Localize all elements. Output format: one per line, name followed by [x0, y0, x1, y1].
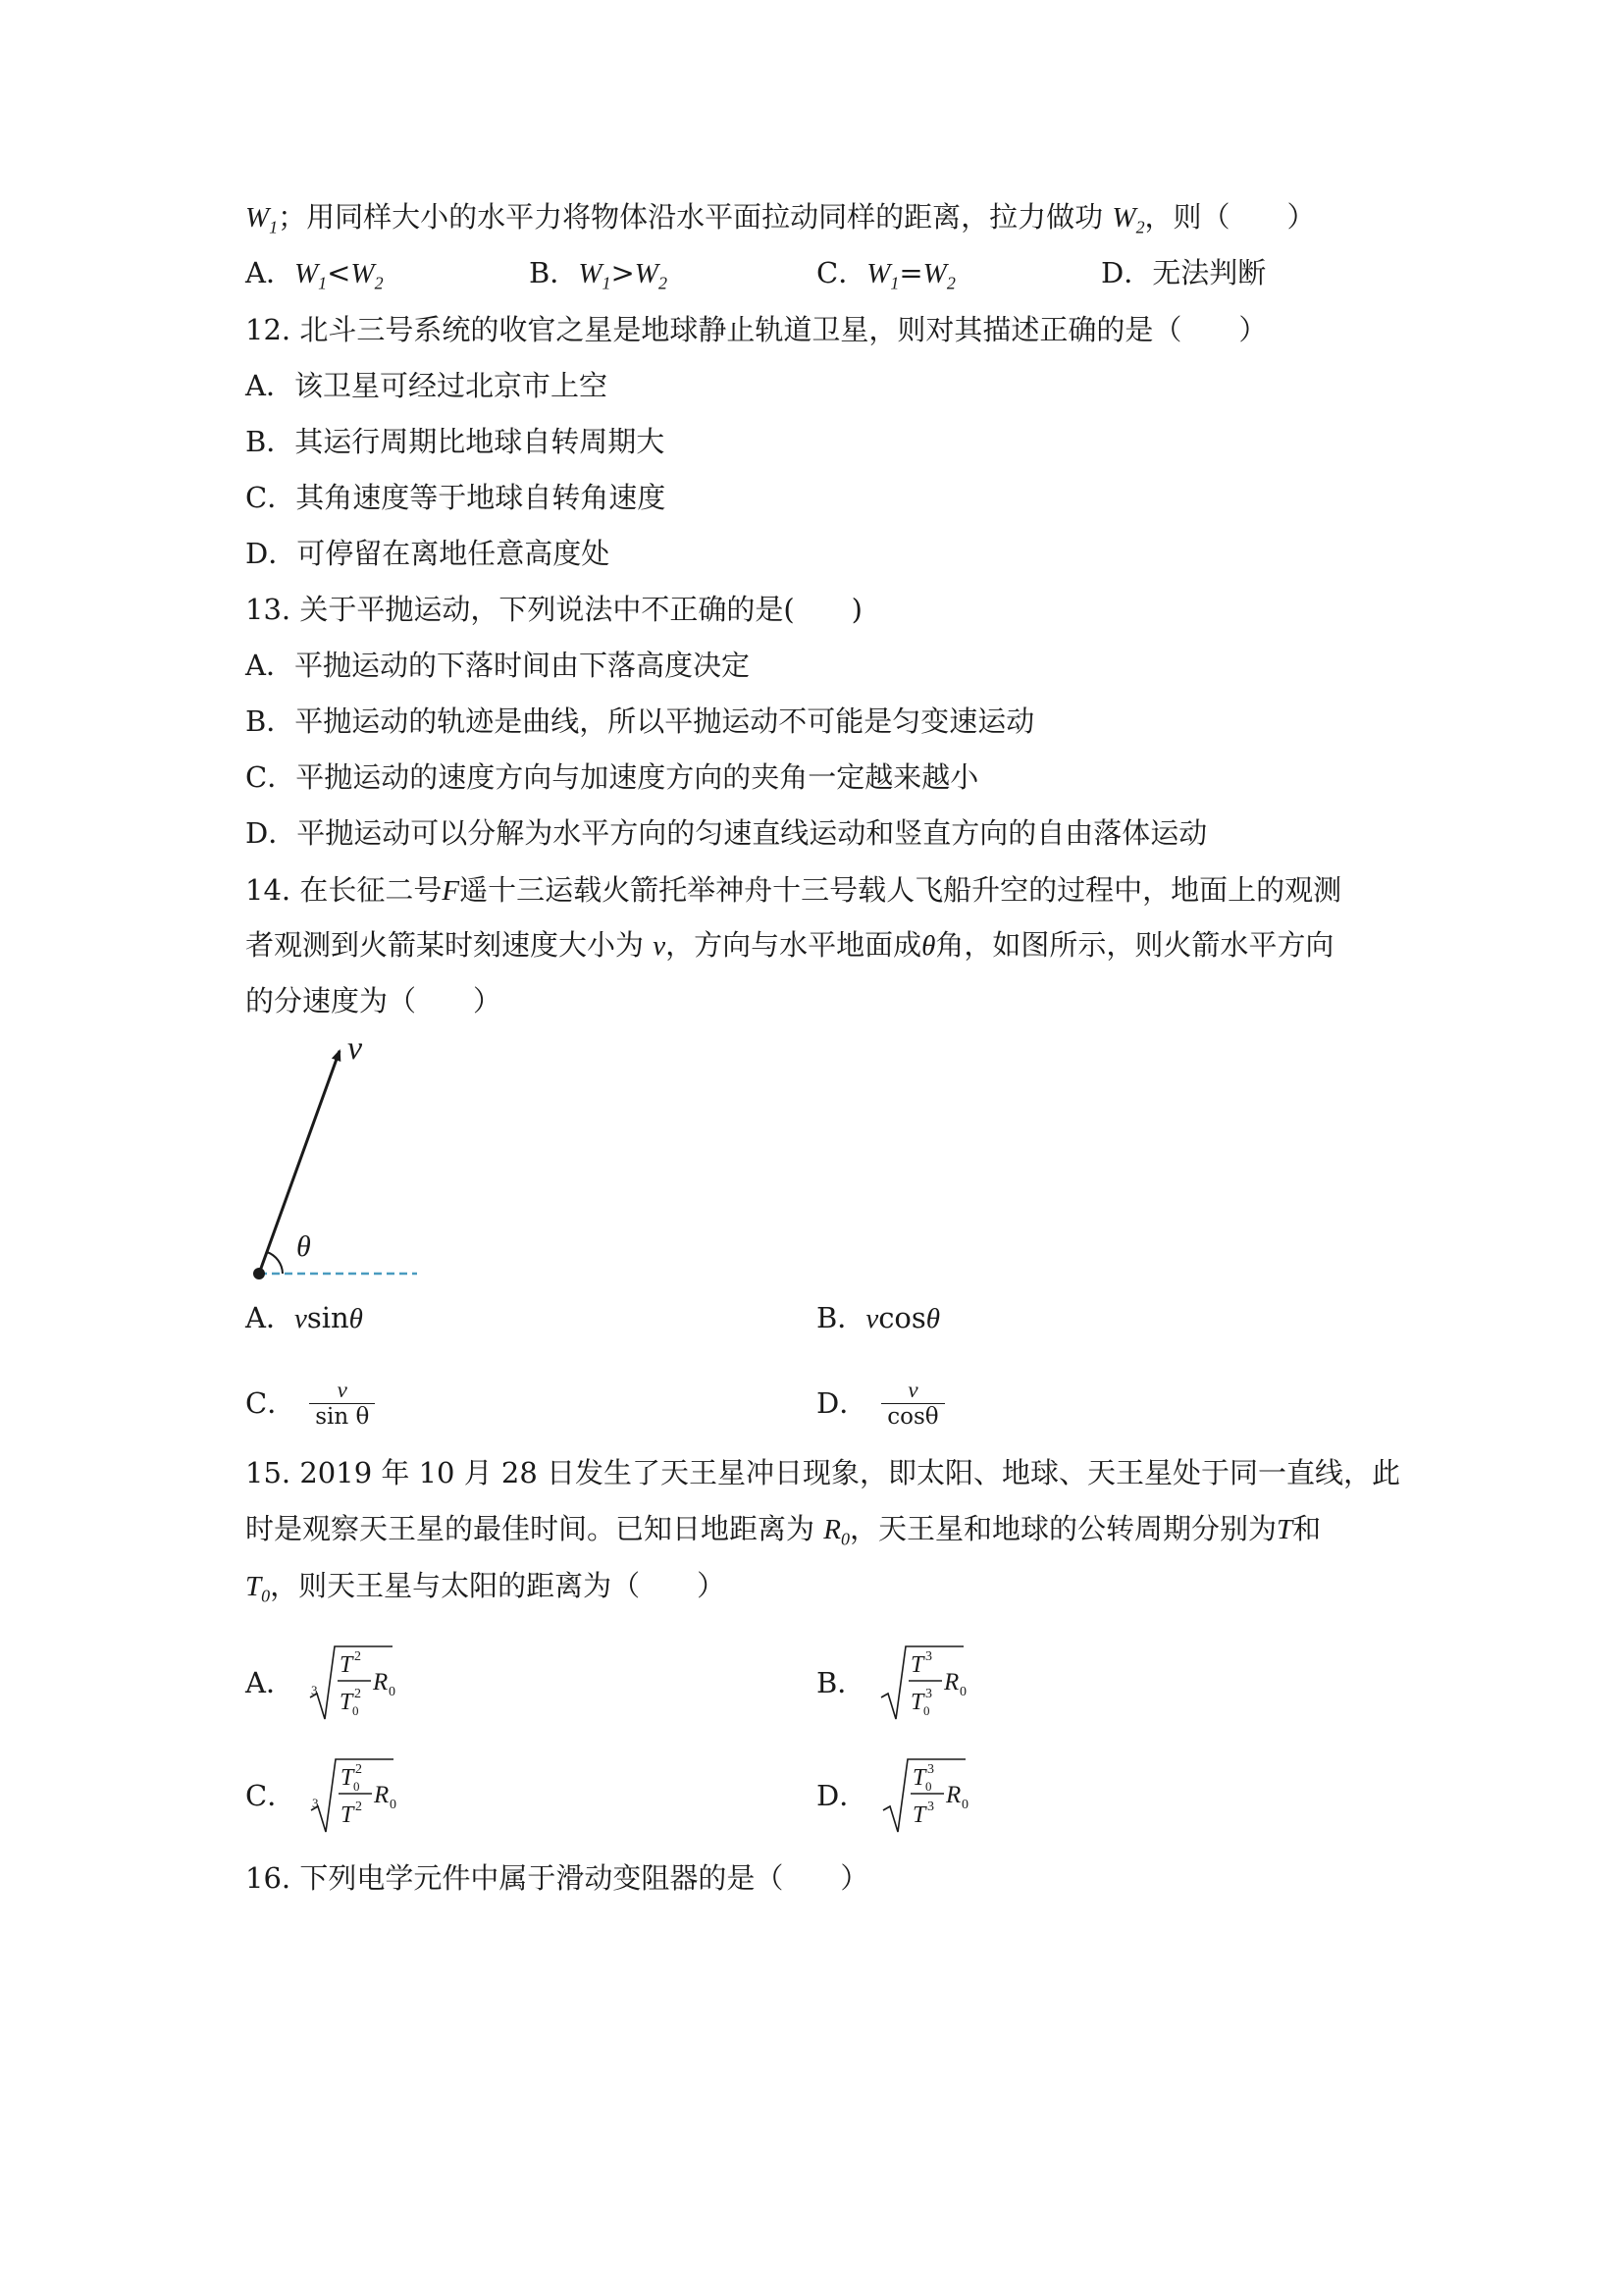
launch-point [253, 1268, 265, 1279]
svg-text:R: R [372, 1669, 389, 1696]
svg-text:3: 3 [927, 1762, 935, 1777]
radical-expression-d [881, 1753, 1028, 1838]
svg-text:T: T [913, 1802, 926, 1828]
svg-text:T: T [340, 1765, 354, 1791]
velocity-figure [236, 1025, 432, 1290]
q15-option-a: A． 3 T 2 T 0 2 R 0 [245, 1639, 455, 1727]
svg-text:R: R [944, 1669, 960, 1696]
q14-stem-line1: 14. 在长征二号F遥十三运载火箭托举神舟十三号载人飞船升空的过程中，地面上的观测 [245, 873, 1342, 907]
svg-text:3: 3 [927, 1800, 935, 1814]
svg-text:0: 0 [960, 1685, 968, 1699]
q15-option-b: B． T 3 T 0 3 R 0 [816, 1639, 1026, 1727]
svg-text:T: T [339, 1690, 353, 1715]
q13-option-c: C．平抛运动的速度方向与加速度方向的夹角一定越来越小 [245, 760, 979, 794]
svg-text:0: 0 [353, 1779, 360, 1794]
q16-stem: 16. 下列电学元件中属于滑动变阻器的是（ ） [245, 1861, 869, 1895]
q14-option-b: B．vcosθ [816, 1301, 941, 1334]
q12-stem: 12. 北斗三号系统的收官之星是地球静止轨道卫星，则对其描述正确的是（ ） [245, 313, 1268, 346]
q15-option-c: C． 3 T 0 2 T 2 R 0 [245, 1751, 456, 1840]
radical-expression-a [308, 1641, 455, 1725]
q11-option-d: D．无法判断 [1101, 256, 1267, 289]
svg-text:2: 2 [353, 1649, 361, 1664]
q13-option-b: B．平抛运动的轨迹是曲线，所以平抛运动不可能是匀变速运动 [245, 704, 1035, 738]
svg-text:T: T [339, 1652, 353, 1678]
q15-stem-line2: 时是观察天王星的最佳时间。已知日地距离为 $R_0$，天王星和地球的公转周期分别为T和 [245, 1512, 1322, 1549]
vector-label: v [347, 1030, 363, 1067]
svg-text:T: T [340, 1802, 354, 1828]
fraction-v-over-sin: $\frac{v}{\text{sin θ}}$ [309, 1378, 375, 1430]
q13-option-d: D．平抛运动可以分解为水平方向的匀速直线运动和竖直方向的自由落体运动 [245, 816, 1208, 850]
q15-option-d: D． T 0 3 T 3 R 0 [816, 1751, 1028, 1840]
q14-option-c: C． $\frac{v}{\text{sin θ}}$ [245, 1372, 375, 1435]
fraction-v-over-cos: $\frac{v}{\cos\theta}$ [881, 1378, 944, 1430]
q15-stem-line3: $T_0$，则天王星与太阳的距离为（ ） [245, 1569, 726, 1606]
q11-option-b: B．$W_1>W_2$ [529, 256, 667, 293]
svg-text:2: 2 [353, 1687, 361, 1701]
angle-label: θ [296, 1230, 311, 1263]
svg-text:R: R [946, 1782, 962, 1808]
q14-stem-line3: 的分速度为（ ） [245, 984, 502, 1018]
q14-option-d: D． $\frac{v}{\cos\theta}$ [816, 1372, 945, 1435]
radical-expression-c [309, 1753, 456, 1838]
q15-stem-line1: 15. 2019 年 10 月 28 日发生了天王星冲日现象，即太阳、地球、天王星处于同一直线，此 [245, 1456, 1401, 1489]
q13-option-a: A．平抛运动的下落时间由下落高度决定 [245, 649, 750, 682]
svg-text:3: 3 [310, 1683, 318, 1697]
angle-arc [267, 1252, 283, 1274]
q13-stem: 13. 关于平抛运动，下列说法中不正确的是( ) [245, 593, 863, 626]
q12-option-b: B．其运行周期比地球自转周期大 [245, 425, 665, 458]
svg-text:T: T [911, 1652, 924, 1678]
svg-text:0: 0 [390, 1798, 397, 1812]
svg-text:R: R [374, 1782, 390, 1808]
q11-stem-tail: $W_1$；用同样大小的水平力将物体沿水平面拉动同样的距离，拉力做功 $W_2$，则（ ） [245, 200, 1316, 237]
svg-text:0: 0 [388, 1685, 395, 1699]
svg-text:0: 0 [925, 1779, 932, 1794]
svg-text:0: 0 [923, 1703, 930, 1718]
svg-text:3: 3 [312, 1796, 319, 1810]
q11-option-a: A．$W_1<W_2$ [245, 256, 384, 293]
q12-option-c: C．其角速度等于地球自转角速度 [245, 481, 666, 514]
radical-expression-b [879, 1641, 1026, 1725]
svg-text:3: 3 [925, 1649, 933, 1664]
svg-text:T: T [911, 1690, 924, 1715]
svg-text:0: 0 [351, 1703, 359, 1718]
svg-text:3: 3 [925, 1687, 933, 1701]
q11-option-c: C．$W_1=W_2$ [816, 256, 956, 293]
q12-option-a: A．该卫星可经过北京市上空 [245, 369, 607, 402]
q14-option-a: A．vsinθ [245, 1301, 363, 1334]
svg-text:T: T [913, 1765, 926, 1791]
svg-text:0: 0 [962, 1798, 969, 1812]
svg-text:2: 2 [355, 1800, 363, 1814]
q12-option-d: D．可停留在离地任意高度处 [245, 537, 610, 570]
svg-text:2: 2 [355, 1762, 363, 1777]
q14-stem-line2: 者观测到火箭某时刻速度大小为 v，方向与水平地面成θ角，如图所示，则火箭水平方向 [245, 928, 1335, 962]
